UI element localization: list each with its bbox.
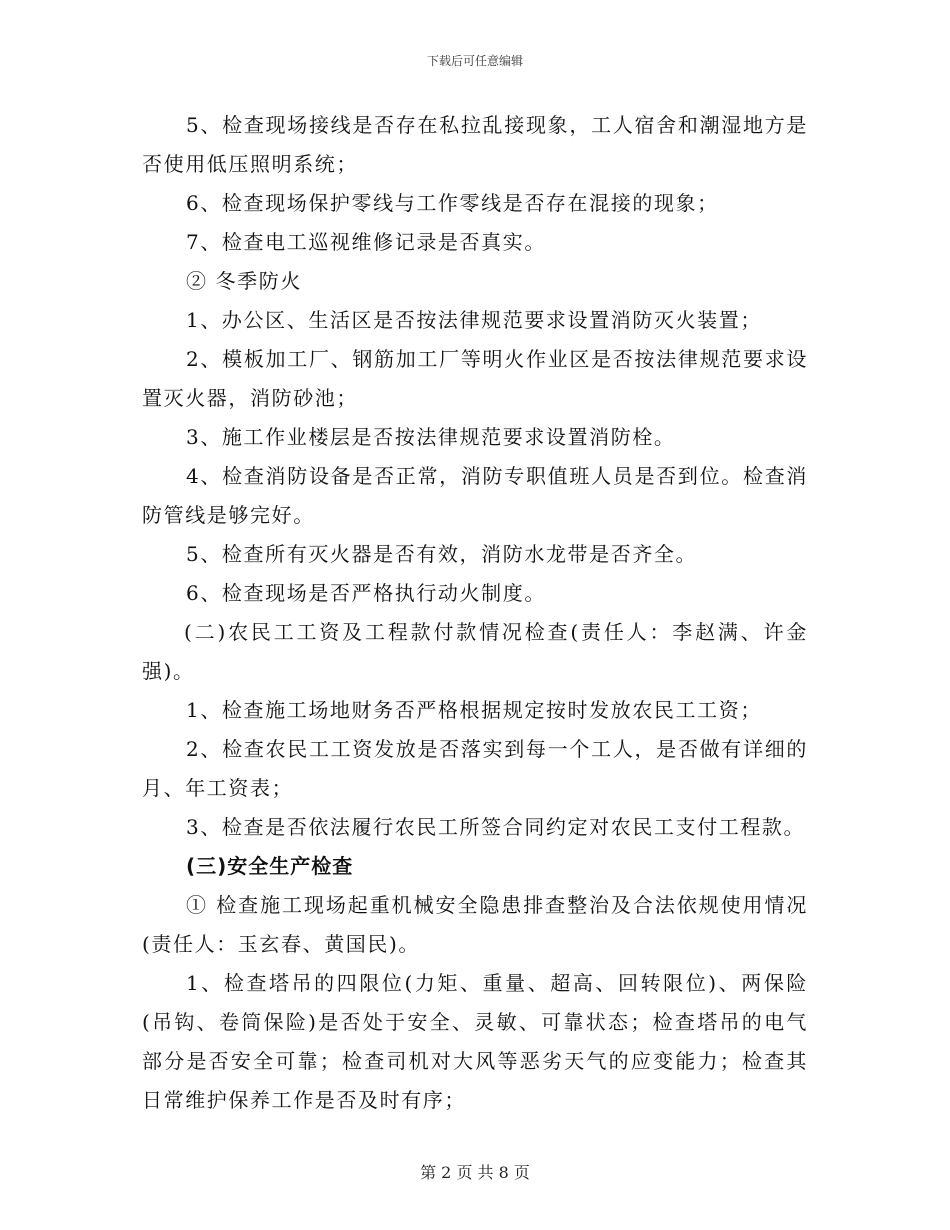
paragraph: 2、模板加工厂、钢筋加工厂等明火作业区是否按法律规范要求设置灭火器，消防砂池； <box>142 347 808 410</box>
section-heading: (二)农民工工资及工程款付款情况检查(责任人：李赵满、许金强)。 <box>142 620 808 683</box>
page-number: 第 2 页 共 8 页 <box>420 1163 530 1182</box>
sub-heading: ② 冬季防火 <box>186 269 302 293</box>
section-heading-bold: (三)安全生产检查 <box>186 854 354 878</box>
paragraph: 2、检查农民工工资发放是否落实到每一个工人，是否做有详细的月、年工资表； <box>142 737 808 800</box>
document-body <box>142 106 808 1120</box>
paragraph: 3、施工作业楼层是否按法律规范要求设置消防栓。 <box>186 425 676 449</box>
paragraph: 1、办公区、生活区是否按法律规范要求设置消防灭火装置； <box>186 308 762 332</box>
paragraph: 5、检查现场接线是否存在私拉乱接现象，工人宿舍和潮湿地方是否使用低压照明系统； <box>142 113 808 176</box>
sub-heading: ① 检查施工现场起重机械安全隐患排查整治及合法依规使用情况(责任人：玉玄春、黄国民)。 <box>142 893 808 956</box>
paragraph: 6、检查现场保护零线与工作零线是否存在混接的现象； <box>186 191 719 215</box>
paragraph: 3、检查是否依法履行农民工所签合同约定对农民工支付工程款。 <box>186 815 806 839</box>
paragraph: 5、检查所有灭火器是否有效，消防水龙带是否齐全。 <box>186 542 698 566</box>
page-header: 下载后可任意编辑 <box>426 54 523 68</box>
paragraph: 1、检查施工场地财务否严格根据规定按时发放农民工工资； <box>186 698 762 722</box>
paragraph: 7、检查电工巡视维修记录是否真实。 <box>186 230 546 254</box>
paragraph: 6、检查现场是否严格执行动火制度。 <box>186 581 546 605</box>
paragraph: 4、检查消防设备是否正常，消防专职值班人员是否到位。检查消防管线是够完好。 <box>142 464 808 527</box>
paragraph: 1、检查塔吊的四限位(力矩、重量、超高、回转限位)、两保险(吊钩、卷筒保险)是否处于安全、灵敏、可靠状态；检查塔吊的电气部分是否安全可靠；检查司机对大风等恶劣天气的应变能力；检查其日常维护保养工作是否及时有序； <box>142 971 808 1112</box>
